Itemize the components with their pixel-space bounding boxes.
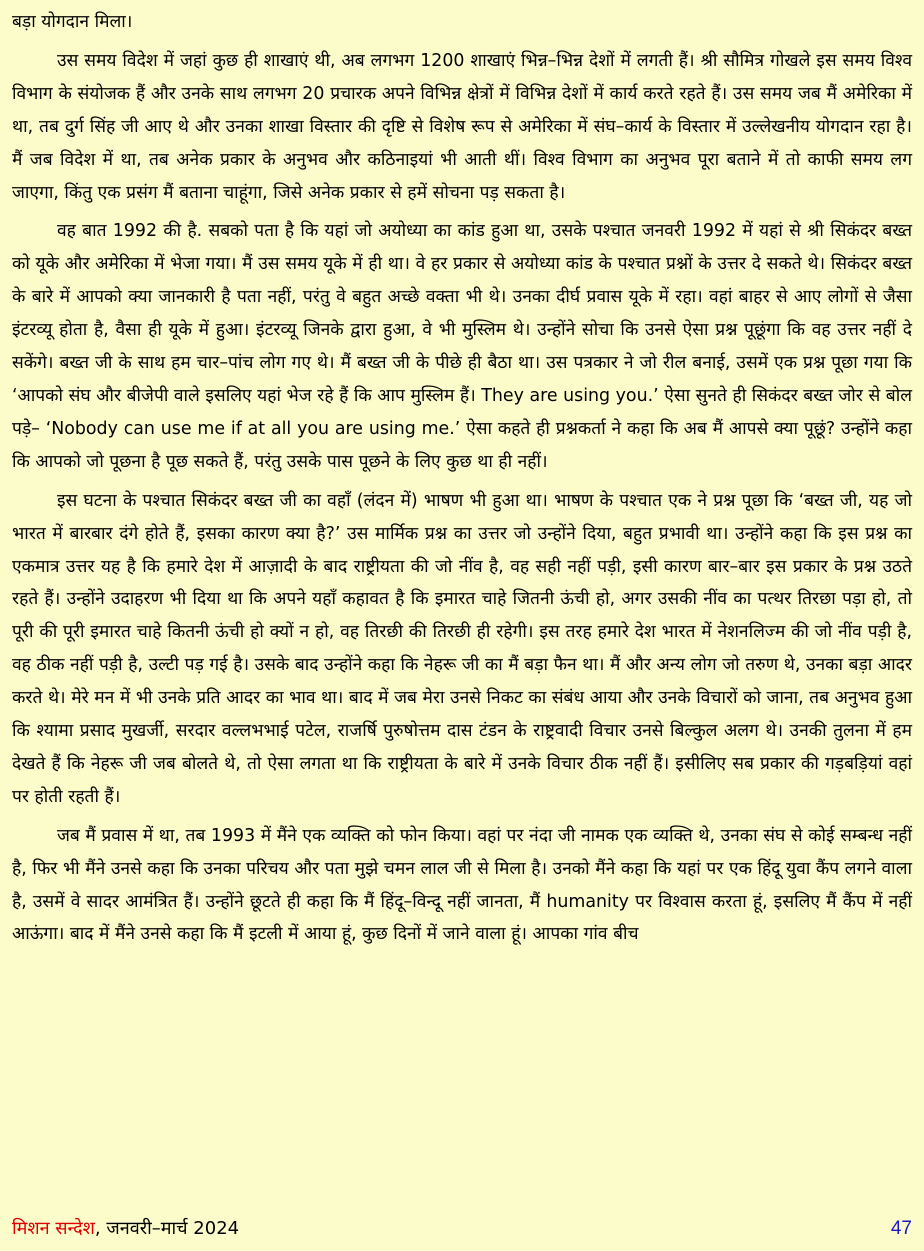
article-paragraph: बड़ा योगदान मिला। (12, 12, 133, 32)
article-paragraph: वह बात 1992 की है. सबको पता है कि यहां जो अयोध्या का कांड हुआ था, उसके पश्चात जनवरी 1992 में यहां से श्री सिकंदर बख्त को यूके और अमेरिका में भेजा गया। मैं उस समय यूके में ही था। वे हर प्रकार से अयोध्या कांड के पश्चात प्रश्नों के उत्तर दे सकते थे। सिकंदर बख्त के बारे में आपको क्या जानकारी है पता नहीं, परंतु वे बहुत अच्छे वक्ता भी थे। उनका दीर्घ प्रवास यूके में रहा। वहां बाहर से आए लोगों से जैसा इंटरव्यू होता है, वैसा ही यूके में हुआ। इंटरव्यू जिनके द्वारा हुआ, वे भी मुस्लिम थे। उन्होंने सोचा कि उनसे ऐसा प्रश्न पूछूंगा कि वह उत्तर नहीं दे सकेंगे। बख्त जी के साथ हम चार–पांच लोग गए थे। मैं बख्त जी के पीछे ही बैठा था। उस पत्रकार ने जो रील बनाई, उसमें एक प्रश्न पूछा गया कि ‘आपको संघ और बीजेपी वाले इसलिए यहां भेज रहे हैं कि आप मुस्लिम हैं। They are using you.’ ऐसा सुनते ही सिकंदर बख्त जोर से बोल पड़े– ‘Nobody can use me if at all you are using me.’ ऐसा कहते ही प्रश्नकर्ता ने कहा कि अब मैं आपसे क्या पूछूं? उन्होंने कहा कि आपको जो पूछना है पूछ सकते हैं, परंतु उसके पास पूछने के लिए कुछ था ही नहीं। (12, 221, 912, 472)
article-paragraph: जब मैं प्रवास में था, तब 1993 में मैंने एक व्यक्ति को फोन किया। वहां पर नंदा जी नामक एक व्यक्ति थे, उनका संघ से कोई सम्बन्ध नहीं है, फिर भी मैंने उनसे कहा कि उनका परिचय और पता मुझे चमन लाल जी से मिला है। उनको मैंने कहा कि यहां पर एक हिंदू युवा कैंप लगने वाला है, उसमें वे सादर आमंत्रित हैं। उन्होंने छूटते ही कहा कि मैं हिंदू–विन्दू नहीं जानता, मैं humanity पर विश्वास करता हूं, इसलिए मैं कैंप में नहीं आऊंगा। बाद में मैंने उनसे कहा कि मैं इटली में आया हूं, कुछ दिनों में जाने वाला हूं। आपका गांव बीच (12, 825, 912, 945)
article-paragraph: इस घटना के पश्चात सिकंदर बख्त जी का वहाँ (लंदन में) भाषण भी हुआ था। भाषण के पश्चात एक ने प्रश्न पूछा कि ‘बख्त जी, यह जो भारत में बारबार दंगे होते हैं, इसका कारण क्या है?’ उस मार्मिक प्रश्न का उत्तर जो उन्होंने दिया, बहुत प्रभावी था। उन्होंने कहा कि इस प्रश्न का एकमात्र उत्तर यह है कि हमारे देश में आज़ादी के बाद राष्ट्रीयता की जो नींव है, वह सही नहीं पड़ी, इसी कारण बार–बार इस प्रकार के प्रश्न उठते रहते हैं। उन्होंने उदाहरण भी दिया था कि अपने यहाँ कहावत है कि इमारत चाहे जितनी ऊंची हो, अगर उसकी नींव का पत्थर तिरछा पड़ा हो, तो पूरी की पूरी इमारत चाहे कितनी ऊंची हो क्यों न हो, वह तिरछी की तिरछी ही रहेगी। इस तरह हमारे देश भारत में नेशनलिज्म की जो नींव पड़ी है, वह ठीक नहीं पड़ी है, उल्टी पड़ गई है। उसके बाद उन्होंने कहा कि नेहरू जी का मैं बड़ा फैन था। मैं और अन्य लोग जो तरुण थे, उनका बड़ा आदर करते थे। मेरे मन में भी उनके प्रति आदर का भाव था। बाद में जब मेरा उनसे निकट का संबंध आया और उनके विचारों को जाना, तब अनुभव हुआ कि श्यामा प्रसाद मुखर्जी, सरदार वल्लभभाई पटेल, राजर्षि पुरुषोत्तम दास टंडन के राष्ट्रवादी विचार उनसे बिल्कुल अलग थे। उनकी तुलना में हम देखते हैं कि नेहरू जी जब बोलते थे, तो ऐसा लगता था कि राष्ट्रीयता के बारे में उनके विचार ठीक नहीं हैं। इसीलिए सब प्रकार की गड़बड़ियां वहां पर होती रहती हैं। (12, 490, 912, 807)
article-body (12, 6, 912, 957)
issue-date: , जनवरी–मार्च 2024 (94, 1218, 240, 1239)
magazine-title: मिशन सन्देश (12, 1218, 95, 1239)
article-paragraph: उस समय विदेश में जहां कुछ ही शाखाएं थी, अब लगभग 1200 शाखाएं भिन्न–भिन्न देशों में लगती हैं। श्री सौमित्र गोखले इस समय विश्व विभाग के संयोजक हैं और उनके साथ लगभग 20 प्रचारक अपने विभिन्न क्षेत्रों में विभिन्न देशों में कार्य करते रहते हैं। उस समय जब मैं अमेरिका में था, तब दुर्ग सिंह जी आए थे और उनका शाखा विस्तार की दृष्टि से विशेष रूप से अमेरिका में संघ–कार्य के विस्तार में उल्लेखनीय योगदान रहा है। मैं जब विदेश में था, तब अनेक प्रकार के अनुभव और कठिनाइयां भी आती थीं। विश्व विभाग का अनुभव पूरा बताने में तो काफी समय लग जाएगा, किंतु एक प्रसंग मैं बताना चाहूंगा, जिसे अनेक प्रकार से हमें सोचना पड़ सकता है। (12, 50, 912, 203)
page-footer (12, 1214, 912, 1244)
page-number: 47 (890, 1218, 912, 1239)
